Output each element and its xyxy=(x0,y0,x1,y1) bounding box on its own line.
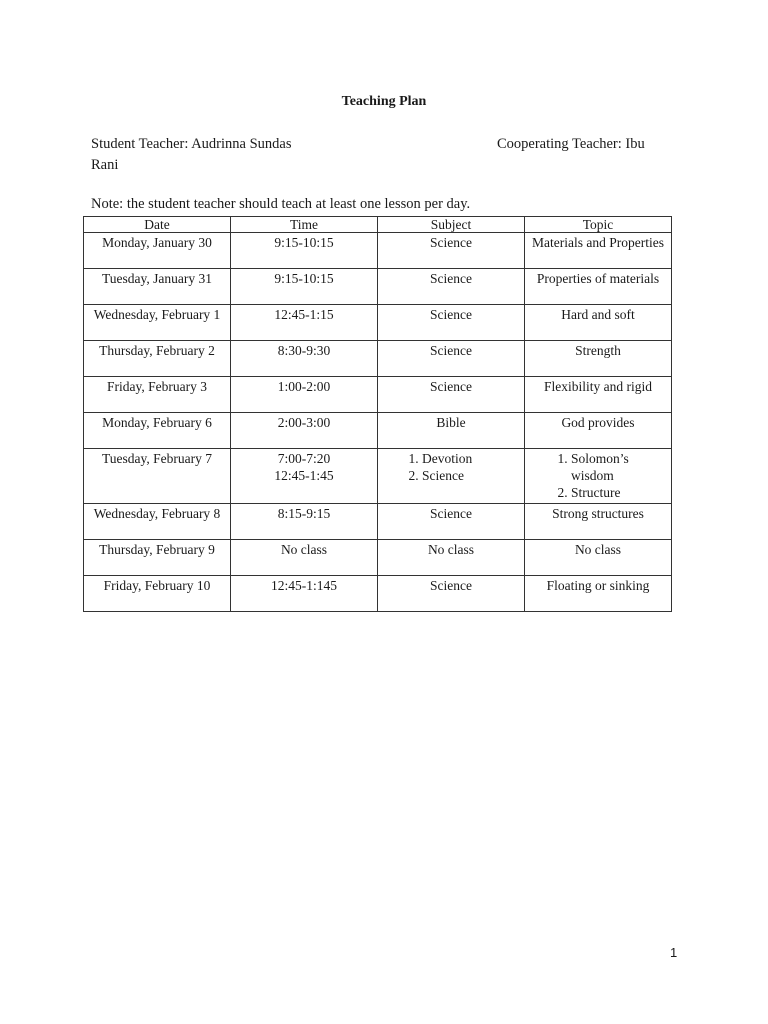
cell-subject xyxy=(378,449,525,504)
student-teacher-label: Student Teacher: Audrinna Sundas xyxy=(91,136,292,152)
cell-time: 9:15-10:15 xyxy=(231,269,378,305)
list-item: 1. Devotion xyxy=(422,450,520,467)
table-row xyxy=(84,233,672,269)
teacher-info xyxy=(91,134,671,173)
cell-subject: Science xyxy=(378,269,525,305)
cell-topic xyxy=(525,449,672,504)
cell-time: 9:15-10:15 xyxy=(231,233,378,269)
cell-time xyxy=(231,449,378,504)
cell-time: No class xyxy=(231,540,378,576)
cell-date: Wednesday, February 1 xyxy=(84,305,231,341)
document-title: Teaching Plan xyxy=(341,94,427,109)
table-row xyxy=(84,269,672,305)
table-header-row xyxy=(84,217,672,233)
cell-date: Tuesday, February 7 xyxy=(84,449,231,504)
cell-topic: Hard and soft xyxy=(525,305,672,341)
cell-topic: Flexibility and rigid xyxy=(525,377,672,413)
cooperating-teacher-name-cont: Rani xyxy=(91,157,119,173)
teaching-plan-table xyxy=(83,216,672,612)
table-row xyxy=(84,377,672,413)
header-topic: Topic xyxy=(525,217,672,233)
cell-date: Thursday, February 9 xyxy=(84,540,231,576)
table-row xyxy=(84,540,672,576)
cell-time: 2:00-3:00 xyxy=(231,413,378,449)
cell-time: 8:30-9:30 xyxy=(231,341,378,377)
cell-subject: Science xyxy=(378,377,525,413)
cell-subject: Science xyxy=(378,341,525,377)
cell-topic: Strong structures xyxy=(525,504,672,540)
header-subject: Subject xyxy=(378,217,525,233)
subject-list xyxy=(382,450,520,484)
cell-subject: No class xyxy=(378,540,525,576)
cell-time: 8:15-9:15 xyxy=(231,504,378,540)
cell-subject: Bible xyxy=(378,413,525,449)
list-item: 2. Structure xyxy=(571,484,667,501)
table-row xyxy=(84,576,672,612)
list-item: 2. Science xyxy=(422,467,520,484)
table-row xyxy=(84,305,672,341)
cell-topic: Floating or sinking xyxy=(525,576,672,612)
cell-time-line: 7:00-7:20 xyxy=(277,451,331,466)
table-row xyxy=(84,341,672,377)
cell-topic: God provides xyxy=(525,413,672,449)
table-row xyxy=(84,413,672,449)
cell-time: 1:00-2:00 xyxy=(231,377,378,413)
cell-date: Thursday, February 2 xyxy=(84,341,231,377)
page-number: 1 xyxy=(670,945,678,960)
cell-time: 12:45-1:145 xyxy=(231,576,378,612)
header-date: Date xyxy=(84,217,231,233)
note-text: Note: the student teacher should teach at least one lesson per day. xyxy=(91,196,471,212)
cell-topic: Strength xyxy=(525,341,672,377)
cell-time-line: 12:45-1:45 xyxy=(274,468,334,483)
cell-topic: Materials and Properties xyxy=(525,233,672,269)
cell-date: Monday, February 6 xyxy=(84,413,231,449)
header-time: Time xyxy=(231,217,378,233)
cell-date: Wednesday, February 8 xyxy=(84,504,231,540)
cell-topic: No class xyxy=(525,540,672,576)
cell-topic: Properties of materials xyxy=(525,269,672,305)
cell-date: Friday, February 3 xyxy=(84,377,231,413)
cell-date: Tuesday, January 31 xyxy=(84,269,231,305)
cell-subject: Science xyxy=(378,233,525,269)
cell-date: Friday, February 10 xyxy=(84,576,231,612)
cell-subject: Science xyxy=(378,504,525,540)
topic-list xyxy=(529,450,667,501)
list-item: 1. Solomon’s wisdom xyxy=(571,450,667,484)
cooperating-teacher-label: Cooperating Teacher: Ibu xyxy=(497,136,645,152)
cell-subject: Science xyxy=(378,576,525,612)
table-row xyxy=(84,449,672,504)
cell-date: Monday, January 30 xyxy=(84,233,231,269)
cell-time: 12:45-1:15 xyxy=(231,305,378,341)
table-row xyxy=(84,504,672,540)
cell-subject: Science xyxy=(378,305,525,341)
